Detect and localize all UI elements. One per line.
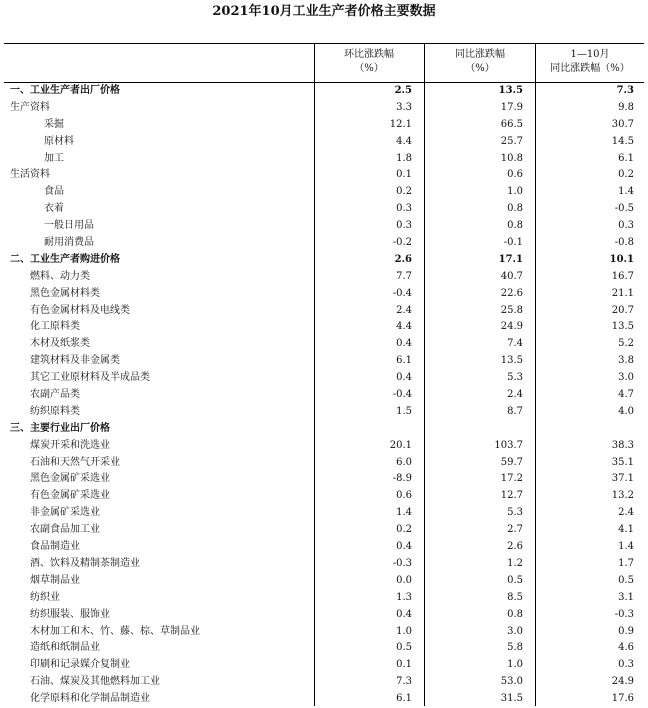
row-label: 二、工业生产者购进价格 <box>10 253 120 265</box>
row-mom-value: 3.3 <box>396 101 412 113</box>
row-label: 纺织服装、服饰业 <box>30 608 110 620</box>
row-ytd-value: 2.4 <box>618 507 634 519</box>
table-row <box>4 235 644 252</box>
row-label: 印刷和记录媒介复制业 <box>30 659 130 671</box>
row-label: 纺织业 <box>30 591 60 603</box>
header-yoy <box>425 44 535 82</box>
header-mom-line1: 环比涨跌幅 <box>344 49 394 60</box>
row-label: 黑色金属材料类 <box>30 287 100 299</box>
table-row <box>4 201 644 218</box>
table-row <box>4 336 644 353</box>
column-divider <box>535 44 536 706</box>
row-ytd-value: 3.1 <box>618 591 634 603</box>
row-label: 一般日用品 <box>44 220 94 232</box>
row-label: 非金属矿采选业 <box>30 507 100 519</box>
row-label: 石油和天然气开采业 <box>30 456 120 468</box>
row-label: 石油、煤炭及其他燃料加工业 <box>30 676 160 688</box>
row-mom-value: 1.4 <box>396 507 412 519</box>
row-yoy-value: 17.9 <box>500 101 523 113</box>
row-mom-value: -0.3 <box>392 557 412 569</box>
row-label: 一、工业生产者出厂价格 <box>10 85 120 96</box>
row-yoy-value: 66.5 <box>500 118 523 130</box>
row-yoy-value: 25.8 <box>500 304 523 316</box>
row-label: 农副食品加工业 <box>30 524 100 536</box>
row-mom-value: 1.0 <box>396 625 412 637</box>
table-row <box>4 370 644 387</box>
row-label: 原材料 <box>44 135 74 147</box>
row-mom-value: 4.4 <box>396 321 412 333</box>
row-ytd-value: 4.6 <box>618 642 634 654</box>
row-mom-value: 12.1 <box>389 118 412 130</box>
row-yoy-value: 5.8 <box>507 642 523 654</box>
table-row <box>4 624 644 641</box>
row-label: 加工 <box>44 152 64 164</box>
row-yoy-value: 2.4 <box>507 389 523 401</box>
row-ytd-value: 24.9 <box>611 676 634 688</box>
row-yoy-value: 13.5 <box>500 355 523 367</box>
row-yoy-value: 22.6 <box>500 287 523 299</box>
row-yoy-value: 2.7 <box>507 524 523 536</box>
table-row <box>4 505 644 522</box>
row-mom-value: 1.3 <box>396 591 412 603</box>
row-yoy-value: 53.0 <box>500 676 523 688</box>
table-row <box>4 252 644 269</box>
row-label: 生活资料 <box>10 169 50 181</box>
table-row <box>4 421 644 438</box>
table-row <box>4 387 644 404</box>
table-row <box>4 640 644 657</box>
table-row <box>4 269 644 286</box>
row-mom-value: 0.3 <box>396 203 412 215</box>
row-yoy-value: 5.3 <box>507 507 523 519</box>
header-mom <box>314 44 424 82</box>
row-label: 生产资料 <box>10 101 50 113</box>
row-ytd-value: 20.7 <box>611 304 634 316</box>
row-mom-value: 0.2 <box>396 524 412 536</box>
row-ytd-value: 17.6 <box>611 693 634 705</box>
row-label: 燃料、动力类 <box>30 270 90 282</box>
row-yoy-value: 59.7 <box>500 456 523 468</box>
row-mom-value: 0.1 <box>396 169 412 181</box>
header-ytd-line2: 同比涨跌幅（%） <box>550 63 630 74</box>
table-row <box>4 573 644 590</box>
table-row <box>4 100 644 117</box>
row-ytd-value: -0.8 <box>614 237 634 249</box>
row-label: 其它工业原材料及半成品类 <box>30 372 150 384</box>
row-mom-value: -0.2 <box>392 237 412 249</box>
row-ytd-value: 35.1 <box>611 456 634 468</box>
page-title: 2021年10月工业生产者价格主要数据 <box>212 4 436 19</box>
row-label: 食品 <box>44 186 64 198</box>
row-label: 木材加工和木、竹、藤、棕、草制品业 <box>30 625 200 637</box>
row-yoy-value: 3.0 <box>507 625 523 637</box>
row-mom-value: 2.5 <box>394 85 412 96</box>
row-label: 酒、饮料及精制茶制造业 <box>30 557 140 569</box>
table-row <box>4 539 644 556</box>
table-row <box>4 319 644 336</box>
row-yoy-value: 17.1 <box>498 253 523 265</box>
row-mom-value: -0.4 <box>392 287 412 299</box>
row-yoy-value: 7.4 <box>507 338 523 350</box>
table-row <box>4 218 644 235</box>
row-ytd-value: 6.1 <box>618 152 634 164</box>
row-yoy-value: 31.5 <box>500 693 523 705</box>
row-label: 煤炭开采和洗选业 <box>30 439 110 451</box>
row-ytd-value: 38.3 <box>611 439 634 451</box>
row-ytd-value: 13.5 <box>611 321 634 333</box>
row-yoy-value: 8.5 <box>507 591 523 603</box>
row-yoy-value: 0.5 <box>507 574 523 586</box>
row-mom-value: -0.4 <box>392 389 412 401</box>
row-yoy-value: 1.0 <box>507 659 523 671</box>
row-yoy-value: 40.7 <box>500 270 523 282</box>
row-ytd-value: 10.1 <box>609 253 634 265</box>
row-ytd-value: 9.8 <box>618 101 634 113</box>
row-ytd-value: 1.4 <box>618 541 634 553</box>
table-row <box>4 657 644 674</box>
table-row <box>4 151 644 168</box>
row-yoy-value: 5.3 <box>507 372 523 384</box>
row-yoy-value: 25.7 <box>500 135 523 147</box>
table-row <box>4 674 644 691</box>
header-ytd <box>536 44 644 82</box>
column-divider <box>424 44 425 706</box>
row-label: 采掘 <box>44 118 64 130</box>
row-label: 造纸和纸制品业 <box>30 642 100 654</box>
row-ytd-value: 7.3 <box>616 85 634 96</box>
table-row <box>4 488 644 505</box>
row-label: 烟草制品业 <box>30 574 80 586</box>
row-mom-value: 0.5 <box>396 642 412 654</box>
table-row <box>4 471 644 488</box>
table-row <box>4 286 644 303</box>
row-yoy-value: 103.7 <box>494 439 523 451</box>
row-label: 化学原料和化学制品制造业 <box>30 693 150 705</box>
row-mom-value: 0.4 <box>396 338 412 350</box>
row-mom-value: 6.1 <box>396 693 412 705</box>
row-label: 有色金属材料及电线类 <box>30 304 130 316</box>
row-mom-value: 0.4 <box>396 608 412 620</box>
row-ytd-value: 13.2 <box>611 490 634 502</box>
header-ytd-line1: 1—10月 <box>570 49 610 60</box>
row-yoy-value: 10.8 <box>500 152 523 164</box>
header-yoy-line2: （%） <box>465 63 495 74</box>
table-row <box>4 590 644 607</box>
row-mom-value: 0.4 <box>396 372 412 384</box>
header-yoy-line1: 同比涨跌幅 <box>455 49 505 60</box>
row-ytd-value: 21.1 <box>611 287 634 299</box>
row-ytd-value: 0.5 <box>618 574 634 586</box>
row-yoy-value: 1.0 <box>507 186 523 198</box>
table-row <box>4 691 644 708</box>
table-row <box>4 134 644 151</box>
row-mom-value: 0.1 <box>396 659 412 671</box>
row-mom-value: 7.3 <box>396 676 412 688</box>
row-ytd-value: -0.3 <box>614 608 634 620</box>
table-row <box>4 556 644 573</box>
row-ytd-value: 4.0 <box>618 405 634 417</box>
row-yoy-value: 0.8 <box>507 203 523 215</box>
row-mom-value: 2.6 <box>394 253 412 265</box>
table-row <box>4 438 644 455</box>
row-ytd-value: 4.7 <box>618 389 634 401</box>
row-mom-value: 0.6 <box>396 490 412 502</box>
row-mom-value: 20.1 <box>389 439 412 451</box>
row-mom-value: 1.5 <box>396 405 412 417</box>
table-row <box>4 167 644 184</box>
row-label: 三、主要行业出厂价格 <box>10 422 110 434</box>
row-yoy-value: 17.2 <box>500 473 523 485</box>
row-yoy-value: 12.7 <box>500 490 523 502</box>
row-yoy-value: 0.6 <box>507 169 523 181</box>
row-ytd-value: 0.9 <box>618 625 634 637</box>
row-mom-value: 7.7 <box>396 270 412 282</box>
row-mom-value: 6.1 <box>396 355 412 367</box>
row-ytd-value: 3.8 <box>618 355 634 367</box>
row-yoy-value: 2.6 <box>507 541 523 553</box>
row-mom-value: 0.4 <box>396 541 412 553</box>
table-row <box>4 455 644 472</box>
row-yoy-value: -0.1 <box>503 237 523 249</box>
row-yoy-value: 24.9 <box>500 321 523 333</box>
table-row <box>4 522 644 539</box>
row-label: 化工原料类 <box>30 321 80 333</box>
row-ytd-value: 30.7 <box>611 118 634 130</box>
row-label: 木材及纸浆类 <box>30 338 90 350</box>
row-ytd-value: 0.3 <box>618 220 634 232</box>
row-mom-value: 2.4 <box>396 304 412 316</box>
column-divider <box>314 44 315 706</box>
row-ytd-value: 14.5 <box>611 135 634 147</box>
row-mom-value: 4.4 <box>396 135 412 147</box>
row-label: 建筑材料及非金属类 <box>30 355 120 367</box>
row-ytd-value: 37.1 <box>611 473 634 485</box>
row-label: 农副产品类 <box>30 389 80 401</box>
row-label: 耐用消费品 <box>44 237 94 249</box>
row-ytd-value: 1.4 <box>618 186 634 198</box>
row-label: 食品制造业 <box>30 541 80 553</box>
table-row <box>4 184 644 201</box>
row-mom-value: 0.3 <box>396 220 412 232</box>
table-row <box>4 117 644 134</box>
table-row <box>4 353 644 370</box>
table-row <box>4 607 644 624</box>
row-label: 纺织原料类 <box>30 405 80 417</box>
row-yoy-value: 0.8 <box>507 608 523 620</box>
row-mom-value: 0.0 <box>396 574 412 586</box>
row-yoy-value: 0.8 <box>507 220 523 232</box>
row-mom-value: 6.0 <box>396 456 412 468</box>
price-data-table <box>4 43 644 708</box>
row-ytd-value: 5.2 <box>618 338 634 350</box>
table-row <box>4 83 644 100</box>
row-label: 衣着 <box>44 203 64 215</box>
row-ytd-value: 3.0 <box>618 372 634 384</box>
table-row <box>4 404 644 421</box>
table-body <box>4 83 644 708</box>
row-yoy-value: 8.7 <box>507 405 523 417</box>
row-label: 有色金属矿采选业 <box>30 490 110 502</box>
row-ytd-value: -0.5 <box>614 203 634 215</box>
table-row <box>4 303 644 320</box>
row-ytd-value: 16.7 <box>611 270 634 282</box>
row-mom-value: 0.2 <box>396 186 412 198</box>
row-mom-value: 1.8 <box>396 152 412 164</box>
header-mom-line2: （%） <box>354 63 384 74</box>
row-ytd-value: 0.3 <box>618 659 634 671</box>
row-ytd-value: 4.1 <box>618 524 634 536</box>
row-ytd-value: 1.7 <box>618 557 634 569</box>
row-label: 黑色金属矿采选业 <box>30 473 110 485</box>
row-mom-value: -8.9 <box>392 473 412 485</box>
table-header <box>4 44 644 83</box>
row-yoy-value: 1.2 <box>507 557 523 569</box>
row-ytd-value: 0.2 <box>618 169 634 181</box>
row-yoy-value: 13.5 <box>498 85 523 96</box>
